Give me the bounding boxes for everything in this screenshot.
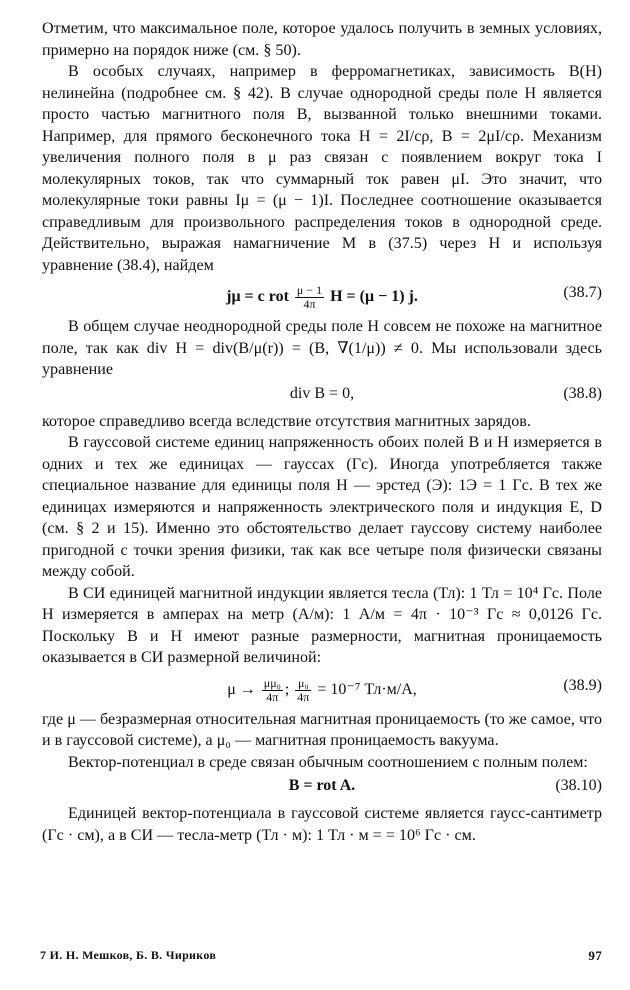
- equation-number: (38.8): [563, 384, 602, 402]
- equation-formula: jμ = c rot $\frac{\mu - 1}{4\pi}$ H = (μ − 1) j.: [226, 283, 418, 311]
- equation-38-10: [42, 773, 602, 803]
- page-body: [42, 18, 602, 846]
- paragraph: где μ — безразмерная относительная магнитная проницаемость (то же самое, что и в гауссовой системе), а μ₀ — магнитная проницаемость вакуума.: [42, 710, 602, 749]
- equation-number: (38.10): [555, 777, 602, 794]
- page-number: 97: [588, 948, 602, 963]
- page-footer: [40, 948, 602, 963]
- equation-38-8: [42, 381, 602, 411]
- fraction: $\frac{\mu - 1}{4\pi}$: [296, 283, 323, 311]
- paragraph: которое справедливо всегда вследствие отсутствия магнитных зарядов.: [42, 412, 531, 430]
- paragraph: Отметим, что максимальное поле, которое удалось получить в земных условиях, примерно на порядок ниже (см. § 50).: [42, 20, 602, 59]
- equation-formula: div B = 0,: [289, 384, 355, 402]
- paragraph: Единицей вектор-потенциала в гауссовой системе является гаусс-сантиметр (Гс · см), а в СИ — тесла-метр (Тл · м): 1 Тл · м = = 10⁶ Гс · см.: [42, 805, 602, 844]
- equation-number: (38.9): [563, 676, 602, 694]
- paragraph: В гауссовой системе единиц напряженность обоих полей B и H измеряется в одних и тех же единицах — гауссах (Гс). Иногда употребляется также специальное название для единицы поля H — эрстед (Э): 1Э = 1 Гс. В тех же единицах измеряются и напряженность электрического поля и индукция E, D (см. § 2 и 15). Именно это обстоятельство делает гауссову систему наиболее пригодной с точки зрения физики, так как все четыре поля физически связаны между собой.: [42, 434, 602, 580]
- fraction: $\frac{\text{μ₀}}{4\pi}$: [297, 675, 310, 704]
- paragraph: В особых случаях, например в ферромагнетиках, зависимость B(H) нелинейна (подробнее см. § 42). В случае однородной среды поле H является просто частью магнитного поля B, вызванной только внешними токами. Например, для прямого бесконечного тока H = 2I/cρ, B = 2μI/cρ. Механизм увеличения полного поля в μ раз связан с появлением вокруг тока I молекулярных токов, так что суммарный ток равен μI. Это значит, что молекулярные токи равны Iμ = (μ − 1)I. Последнее соотношение оказывается справедливым для произвольного распределения токов в однородной среде. Действительно, выражая намагничение M в (37.5) через H и используя уравнение (38.4), найдем: [42, 63, 602, 274]
- equation-38-9: [42, 669, 602, 709]
- equation-number: (38.7): [563, 284, 602, 301]
- equation-38-7: [42, 276, 602, 316]
- footer-signature: 7 И. Н. Мешков, Б. В. Чириков: [40, 948, 217, 962]
- paragraph: В общем случае неоднородной среды поле H совсем не похоже на магнитное поле, так как div H = div(B/μ(r)) = (B, ∇(1/μ)) ≠ 0. Мы использовали здесь уравнение: [42, 318, 602, 378]
- paragraph: В СИ единицей магнитной индукции является тесла (Тл): 1 Тл = 10⁴ Гс. Поле H измеряется в амперах на метр (А/м): 1 А/м = 4π · 10⁻³ Гс ≈ 0,0126 Гс. Поскольку B и H имеют разные размерности, магнитная проницаемость оказывается в СИ размерной величиной:: [42, 584, 602, 666]
- fraction: $\frac{\text{μμ₀}}{4\pi}$: [263, 675, 281, 704]
- equation-formula: μ → $\frac{\text{μμ₀}}{4\pi}$ ; $\frac{\text{μ₀}}{4\pi}$ = 10⁻⁷ Тл·м/A,: [227, 675, 417, 704]
- equation-formula: B = rot A.: [288, 777, 356, 794]
- paragraph: Вектор-потенциал в среде связан обычным соотношением с полным полем:: [68, 753, 588, 771]
